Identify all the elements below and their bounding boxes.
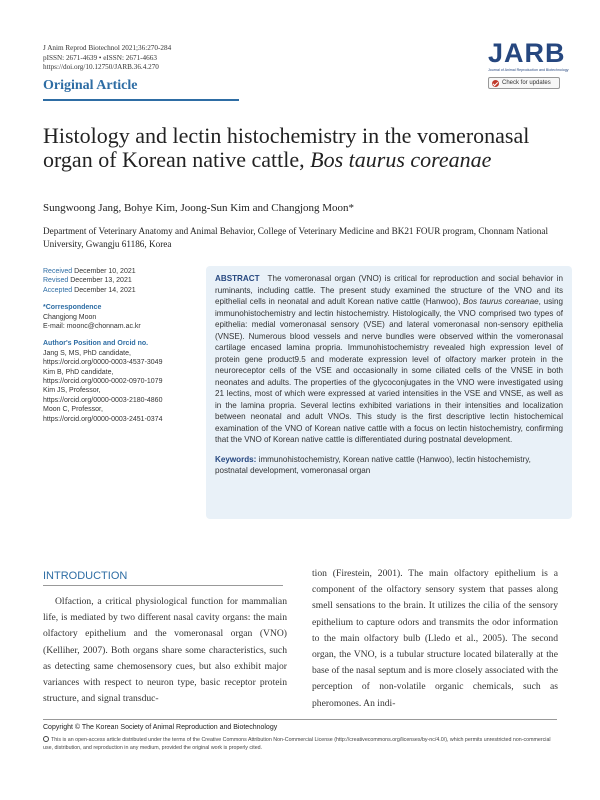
footer-rule [43, 719, 557, 720]
intro-right-column: tion (Firestein, 2001). The main olfactory epithelium is a component of the olfactory sensory system that passes along smell sensations to the brain. It utilizes the cilia of the sensory epithelium to capture odors and transmits the odor information to the main olfactory bulb (Lledo et al., 2005). The second organ, the VNO, is a tubular structure located bilaterally at the base of the nasal septum and is more closely associated with the perception of non-volatile organic chemicals, such as pheromones. An indi- [312, 568, 558, 709]
orcid-line: Kim B, PhD candidate, [43, 368, 114, 376]
revised-date [43, 276, 203, 285]
correspondence-name: Changjong Moon [43, 313, 97, 321]
orcid-line: Kim JS, Professor, [43, 387, 101, 395]
section-rule [43, 99, 239, 101]
creative-commons-icon [43, 736, 49, 742]
section-label: Original Article [43, 78, 138, 93]
keywords [215, 454, 563, 477]
check-updates-label: Check for updates [502, 80, 551, 86]
received-label: Received [43, 268, 73, 275]
license-text [43, 736, 557, 752]
accepted-label: Accepted [43, 286, 73, 294]
orcid-link[interactable]: https://orcid.org/0000-0003-2451-0374 [43, 415, 163, 423]
accepted-value: December 14, 2021 [74, 286, 136, 294]
abstract-part-b: , using immunohistochemistry and lectin histochemistry. Histologically, the VNO comprised two types of epithelia: medial vomeronasal sensory (VSE) and lateral vomeronasal non-sensory epithelia (VNSE). Numerous blood vessels and nerve bundles were observed within the vomeronasal cartilage encased lamina propria. Immunohistochemistry revealed high expression level of protein gene product9.5 and moderate expression level of olfactory marker protein in the neuroreceptor cells of the VSE and occasionally in some ciliated cells of the VNSE in both neonates and adults. The properties of the glycoconjugates in the VNO were investigated using 21 lectins, most of which were expressed at varied intensities in the VSE and VNSE, as well as in the lamina propria. Several lectins exhibited variations in their intensities and localization between neonatal and adult VNOs. This study is the first descriptive lectin histochemical examination of the VNO of Korean native cattle with a focus on lectin histochemistry, confirming that the VNO of Korean native cattle is differentiated during postnatal development. [215, 297, 563, 444]
authors: Sungwoong Jang, Bohye Kim, Joong-Sun Kim and Changjong Moon* [43, 202, 355, 214]
abstract-species: Bos taurus coreanae [463, 297, 539, 306]
keywords-value: immunohistochemistry, Korean native cattle (Hanwoo), lectin histochemistry, postnatal development, vomeronasal organ [215, 454, 531, 475]
orcid-line: Moon C, Professor, [43, 406, 103, 414]
orcid-heading: Author's Position and Orcid no. [43, 340, 149, 348]
affiliation: Department of Veterinary Anatomy and Animal Behavior, College of Veterinary Medicine and BK21 FOUR program, Chonnam National University, Gwangju 61186, Korea [43, 226, 548, 249]
keywords-label: Keywords: [215, 454, 257, 464]
title-main: Histology and lectin histochemistry in the vomeronasal organ of Korean native cattle, [43, 123, 530, 172]
orcid-link[interactable]: https://orcid.org/0000-0003-2180-4860 [43, 396, 163, 404]
received-date [43, 267, 203, 276]
title-species: Bos taurus coreanae [310, 146, 492, 172]
revised-value: December 13, 2021 [70, 277, 132, 285]
journal-logo [488, 38, 569, 89]
intro-rule [43, 585, 283, 586]
orcid-line: Jang S, MS, PhD candidate, [43, 349, 131, 357]
orcid-link[interactable]: https://orcid.org/0000-0003-4537-3049 [43, 359, 163, 367]
license-body: This is an open-access article distributed under the terms of the Creative Commons Attribution Non-Commercial License (http://creativecommons.org/licenses/by-nc/4.0/), which permits unrestricted non-commercial use, distribution, and reproduction in any medium, provided the original work is properly cited. [43, 737, 551, 751]
article-info-sidebar [43, 267, 203, 424]
check-for-updates-button[interactable] [488, 77, 560, 89]
revised-label: Revised [43, 277, 69, 285]
correspondence-email[interactable]: E-mail: moonc@chonnam.ac.kr [43, 323, 141, 331]
intro-left-column: Olfaction, a critical physiological function for mammalian life, is mediated by two different nasal cavity organs: the main olfactory epithelium and the vomeronasal organ (VNO) (Kelliher, 2007). Both organs share some characteristics, such as detecting same chemosensory cues, but also exhibit major variances with respect to neuron type, basic receptor protein structure, and signal transduc- [43, 596, 287, 705]
received-value: December 10, 2021 [74, 268, 136, 275]
correspondence-heading: *Correspondence [43, 304, 102, 312]
logo-subtitle: Journal of Animal Reproduction and Biotechnology [488, 68, 569, 72]
intro-heading: INTRODUCTION [43, 570, 128, 582]
copyright: Copyright © The Korean Society of Animal Reproduction and Biotechnology [43, 724, 278, 731]
logo-text: JARB [488, 38, 566, 68]
check-updates-icon [492, 80, 499, 87]
journal-issn: pISSN: 2671-4639 • eISSN: 2671-4663 [43, 53, 157, 62]
abstract-label: ABSTRACT [215, 274, 260, 283]
orcid-link[interactable]: https://orcid.org/0000-0002-0970-1079 [43, 378, 163, 386]
abstract-text [215, 273, 563, 446]
accepted-date [43, 286, 203, 295]
journal-citation: J Anim Reprod Biotechnol 2021;36:270-284 [43, 44, 172, 52]
abstract-box [206, 266, 572, 519]
journal-doi[interactable]: https://doi.org/10.12750/JARB.36.4.270 [43, 63, 159, 72]
article-title [43, 124, 563, 171]
journal-meta [43, 44, 171, 73]
abstract-part-a: The vomeronasal organ (VNO) is critical for reproduction and social behavior in ruminants, including cattle. The present study examined the structure of the VNO and its epithelial cells in neonatal and adult Korean native cattle (Hanwoo), [215, 274, 563, 306]
